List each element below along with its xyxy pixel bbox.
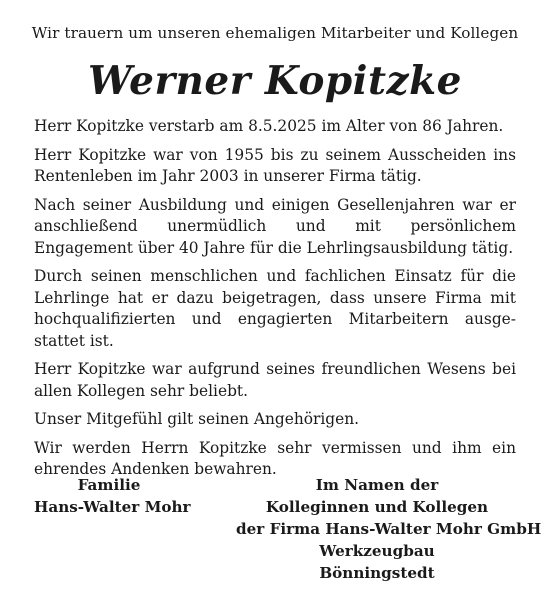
paragraph-character: Herr Kopitzke war aufgrund seines freundlichen Wesens bei allen Kollegen sehr beliebt. — [34, 360, 516, 400]
signature-line: Im Namen der — [315, 476, 439, 494]
paragraph-condolence: Unser Mitgefühl gilt seinen Angehörigen. — [34, 410, 360, 428]
signature-line: Kolleginnen und Kollegen — [265, 498, 489, 516]
paragraph-contribution: Durch seinen menschlichen und fachlichen Einsatz für die Lehrlinge hat er dazu beigetragen, dass unsere Firma mit hochqualifizierten und engagierten Mitarbeitern ausge-​stattet ist. — [34, 267, 516, 350]
deceased-name: Werner Kopitzke — [88, 58, 462, 104]
signature-line: Bönningstedt — [319, 564, 435, 582]
paragraph-death: Herr Kopitzke verstarb am 8.5.2025 im Alter von 86 Jahren. — [34, 117, 504, 135]
intro-line: Wir trauern um unseren ehemaligen Mitarbeiter und Kollegen — [31, 24, 519, 42]
notice-body — [34, 116, 516, 488]
signature-line: der Firma Hans-Walter Mohr GmbH — [236, 520, 542, 538]
signature-line: Familie — [77, 476, 141, 494]
signature-line: Hans-Walter Mohr — [34, 498, 191, 516]
signature-line: Werkzeugbau — [319, 542, 435, 560]
paragraph-training: Nach seiner Ausbildung und einigen Gesellenjahren war er anschließend unermüdlich und mit persönlichem Engagement über 40 Jahre für die Lehrlingsausbildung tätig. — [34, 195, 516, 257]
signature-family — [34, 474, 191, 518]
paragraph-tenure: Herr Kopitzke war von 1955 bis zu seinem Ausscheiden ins Rentenleben im Jahr 2003 in unserer Firma tätig. — [34, 145, 516, 185]
paragraph-farewell: Wir werden Herrn Kopitzke sehr vermissen und ihm ein ehrendes Andenken bewahren. — [34, 438, 516, 478]
signature-company — [236, 474, 542, 584]
